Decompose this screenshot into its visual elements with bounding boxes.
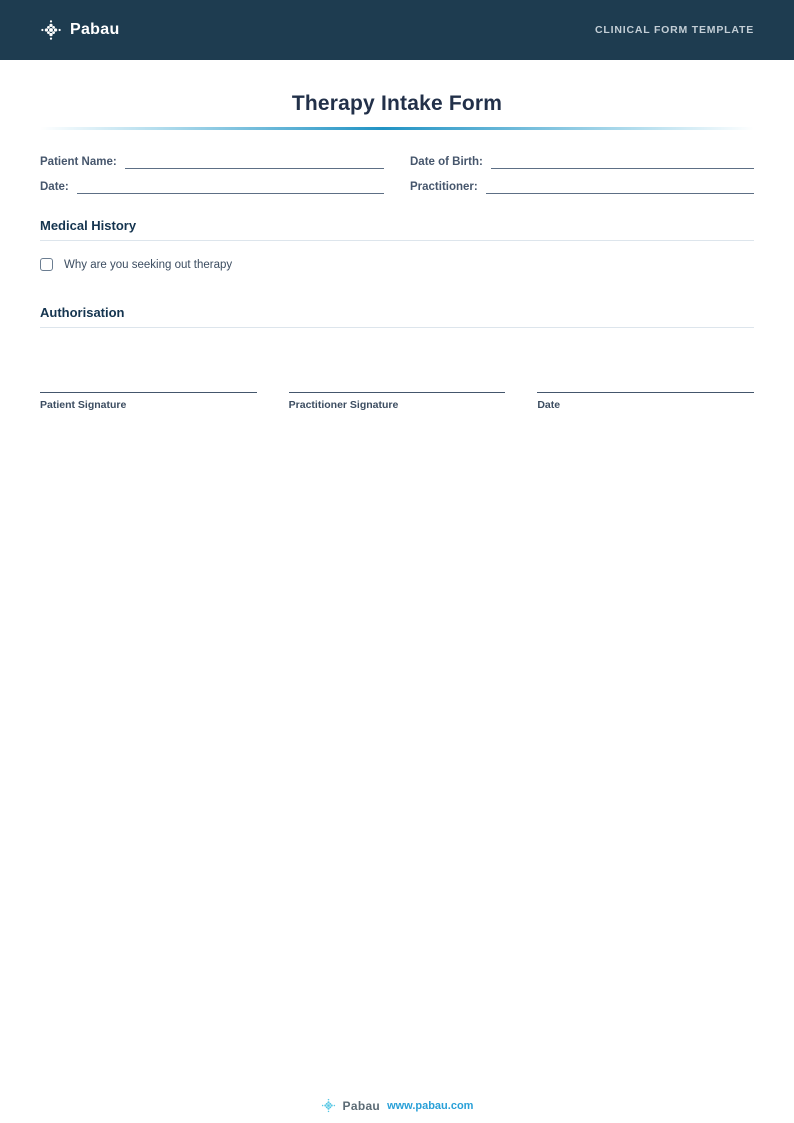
question-checkbox-label: Why are you seeking out therapy: [64, 258, 233, 271]
field-date-of-birth: [410, 156, 754, 169]
signature-line-date[interactable]: [537, 392, 754, 393]
field-date: [40, 181, 384, 194]
question-checkbox[interactable]: [40, 258, 53, 271]
title-divider: [40, 127, 754, 130]
signature-section: [40, 392, 754, 411]
field-label-date: Date:: [40, 181, 69, 193]
signature-label-patient: Patient Signature: [40, 399, 127, 411]
signature-line-practitioner[interactable]: [289, 392, 506, 393]
signature-line-patient[interactable]: [40, 392, 257, 393]
field-input-date[interactable]: [77, 181, 384, 194]
footer-brand-name: Pabau: [342, 1098, 381, 1113]
pabau-footer-logo-icon: [321, 1098, 336, 1113]
section-heading-medical-history: Medical History: [40, 218, 754, 241]
signature-block-practitioner: [289, 392, 506, 411]
form-title: Therapy Intake Form: [291, 92, 503, 115]
field-input-practitioner[interactable]: [486, 181, 754, 194]
pabau-logo-icon: [40, 19, 62, 41]
pabau-brand: [40, 19, 120, 41]
field-patient-name: [40, 156, 384, 169]
signature-label-practitioner: Practitioner Signature: [288, 399, 399, 411]
header-band: [0, 0, 794, 60]
section-heading-authorisation: Authorisation: [40, 305, 754, 328]
field-input-date-of-birth[interactable]: [491, 156, 754, 169]
page-footer: [0, 1098, 794, 1113]
patient-details-fields: [40, 156, 754, 194]
field-label-date-of-birth: Date of Birth:: [410, 156, 483, 168]
therapy-question-row: [40, 258, 754, 271]
field-label-patient-name: Patient Name:: [40, 156, 117, 168]
field-practitioner: [410, 181, 754, 194]
template-label: CLINICAL FORM TEMPLATE: [595, 24, 754, 36]
field-label-practitioner: Practitioner:: [410, 181, 478, 193]
form-content: [0, 92, 794, 411]
field-input-patient-name[interactable]: [125, 156, 384, 169]
signature-block-patient: [40, 392, 257, 411]
pabau-brand-name: Pabau: [70, 21, 120, 38]
signature-block-date: [537, 392, 754, 411]
footer-website-link[interactable]: www.pabau.com: [387, 1099, 474, 1112]
signature-label-date: Date: [537, 399, 561, 411]
